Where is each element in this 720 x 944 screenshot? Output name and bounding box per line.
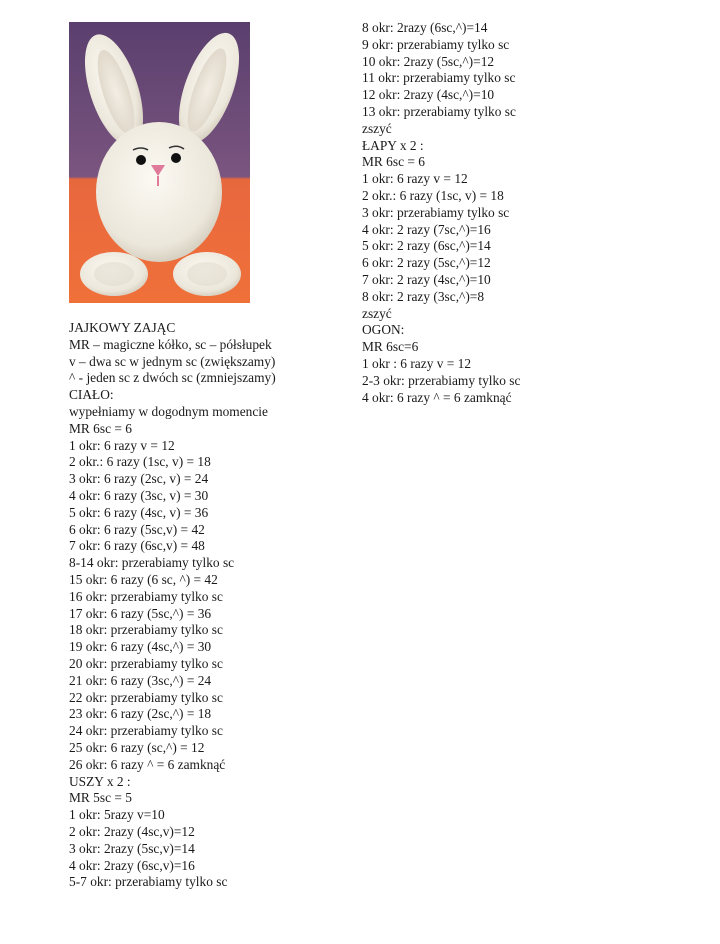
pattern-line: v – dwa sc w jednym sc (zwiększamy) xyxy=(69,353,276,369)
pattern-line: 1 okr: 5razy v=10 xyxy=(69,807,165,823)
pattern-line: 8 okr: 2razy (6sc,^)=14 xyxy=(362,20,488,35)
pattern-line: 17 okr: 6 razy (5sc,^) = 36 xyxy=(69,605,212,621)
pattern-line: 1 okr: 6 razy v = 12 xyxy=(69,437,175,453)
pattern-line: 21 okr: 6 razy (3sc,^) = 24 xyxy=(69,672,212,688)
pattern-line: 4 okr: 6 razy ^ = 6 zamknąć xyxy=(362,389,512,405)
pattern-line: 7 okr: 6 razy (6sc,v) = 48 xyxy=(69,538,205,554)
pattern-line: 8-14 okr: przerabiamy tylko sc xyxy=(69,555,235,571)
pattern-line: OGON: xyxy=(362,322,405,338)
pattern-line: 19 okr: 6 razy (4sc,^) = 30 xyxy=(69,639,212,655)
pattern-line: 7 okr: 2 razy (4sc,^)=10 xyxy=(362,271,491,287)
pattern-line: 2 okr.: 6 razy (1sc, v) = 18 xyxy=(362,187,504,203)
left-eye-icon xyxy=(136,155,146,165)
pattern-line: MR – magiczne kółko, sc – półsłupek xyxy=(69,336,272,352)
pattern-line: 6 okr: 2 razy (5sc,^)=12 xyxy=(362,255,491,271)
pattern-right-column xyxy=(362,20,520,406)
pattern-line: 20 okr: przerabiamy tylko sc xyxy=(69,655,223,671)
pattern-line: MR 6sc=6 xyxy=(362,339,419,355)
pattern-line: 12 okr: 2razy (4sc,^)=10 xyxy=(362,87,495,103)
pattern-line: 11 okr: przerabiamy tylko sc xyxy=(362,70,516,86)
pattern-line: 3 okr: 2razy (5sc,v)=14 xyxy=(69,840,195,856)
pattern-line: MR 6sc = 6 xyxy=(362,154,425,170)
pattern-line: 1 okr: 6 razy v = 12 xyxy=(362,171,468,187)
pattern-line: 3 okr: 6 razy (2sc, v) = 24 xyxy=(69,471,209,487)
pattern-line: 5 okr: 2 razy (6sc,^)=14 xyxy=(362,238,491,254)
pattern-line: wypełniamy w dogodnym momencie xyxy=(69,403,268,419)
pattern-line: 2 okr.: 6 razy (1sc, v) = 18 xyxy=(69,454,211,470)
pattern-line: 1 okr : 6 razy v = 12 xyxy=(362,355,472,371)
pattern-line: 26 okr: 6 razy ^ = 6 zamknąć xyxy=(69,756,226,772)
bunny-body xyxy=(96,122,222,262)
pattern-line: zszyć xyxy=(362,120,392,136)
pattern-line: ^ - jeden sc z dwóch sc (zmniejszamy) xyxy=(69,370,276,386)
pattern-line: 13 okr: przerabiamy tylko sc xyxy=(362,103,516,119)
pattern-line: 3 okr: przerabiamy tylko sc xyxy=(362,204,510,220)
pattern-line: JAJKOWY ZAJĄC xyxy=(69,320,176,335)
pattern-line: 9 okr: przerabiamy tylko sc xyxy=(362,36,510,52)
pattern-line: MR 6sc = 6 xyxy=(69,420,132,436)
pattern-line: ŁAPY x 2 : xyxy=(362,137,424,153)
pattern-line: USZY x 2 : xyxy=(69,773,131,789)
bunny-photo xyxy=(69,22,250,303)
pattern-line: CIAŁO: xyxy=(69,387,114,403)
pattern-line: 22 okr: przerabiamy tylko sc xyxy=(69,689,223,705)
pattern-line: 25 okr: 6 razy (sc,^) = 12 xyxy=(69,739,205,755)
pattern-line: 10 okr: 2razy (5sc,^)=12 xyxy=(362,53,495,69)
pattern-line: 2 okr: 2razy (4sc,v)=12 xyxy=(69,823,195,839)
pattern-line: 8 okr: 2 razy (3sc,^)=8 xyxy=(362,288,485,304)
pattern-line: 23 okr: 6 razy (2sc,^) = 18 xyxy=(69,706,212,722)
pattern-line: 5-7 okr: przerabiamy tylko sc xyxy=(69,874,228,890)
right-eye-icon xyxy=(171,153,181,163)
pattern-line: 2-3 okr: przerabiamy tylko sc xyxy=(362,372,521,388)
pattern-line: 4 okr: 2 razy (7sc,^)=16 xyxy=(362,221,491,237)
pattern-line: 6 okr: 6 razy (5sc,v) = 42 xyxy=(69,521,205,537)
pattern-left-column xyxy=(69,320,276,891)
pattern-line: 5 okr: 6 razy (4sc, v) = 36 xyxy=(69,504,209,520)
pattern-line: 24 okr: przerabiamy tylko sc xyxy=(69,723,223,739)
pattern-line: 16 okr: przerabiamy tylko sc xyxy=(69,588,223,604)
crochet-bunny-illustration xyxy=(69,22,250,303)
pattern-line: zszyć xyxy=(362,305,392,321)
pattern-line: 4 okr: 2razy (6sc,v)=16 xyxy=(69,857,195,873)
pattern-line: 18 okr: przerabiamy tylko sc xyxy=(69,622,223,638)
pattern-line: MR 5sc = 5 xyxy=(69,790,132,806)
pattern-line: 4 okr: 6 razy (3sc, v) = 30 xyxy=(69,487,209,503)
pattern-line: 15 okr: 6 razy (6 sc, ^) = 42 xyxy=(69,571,218,587)
